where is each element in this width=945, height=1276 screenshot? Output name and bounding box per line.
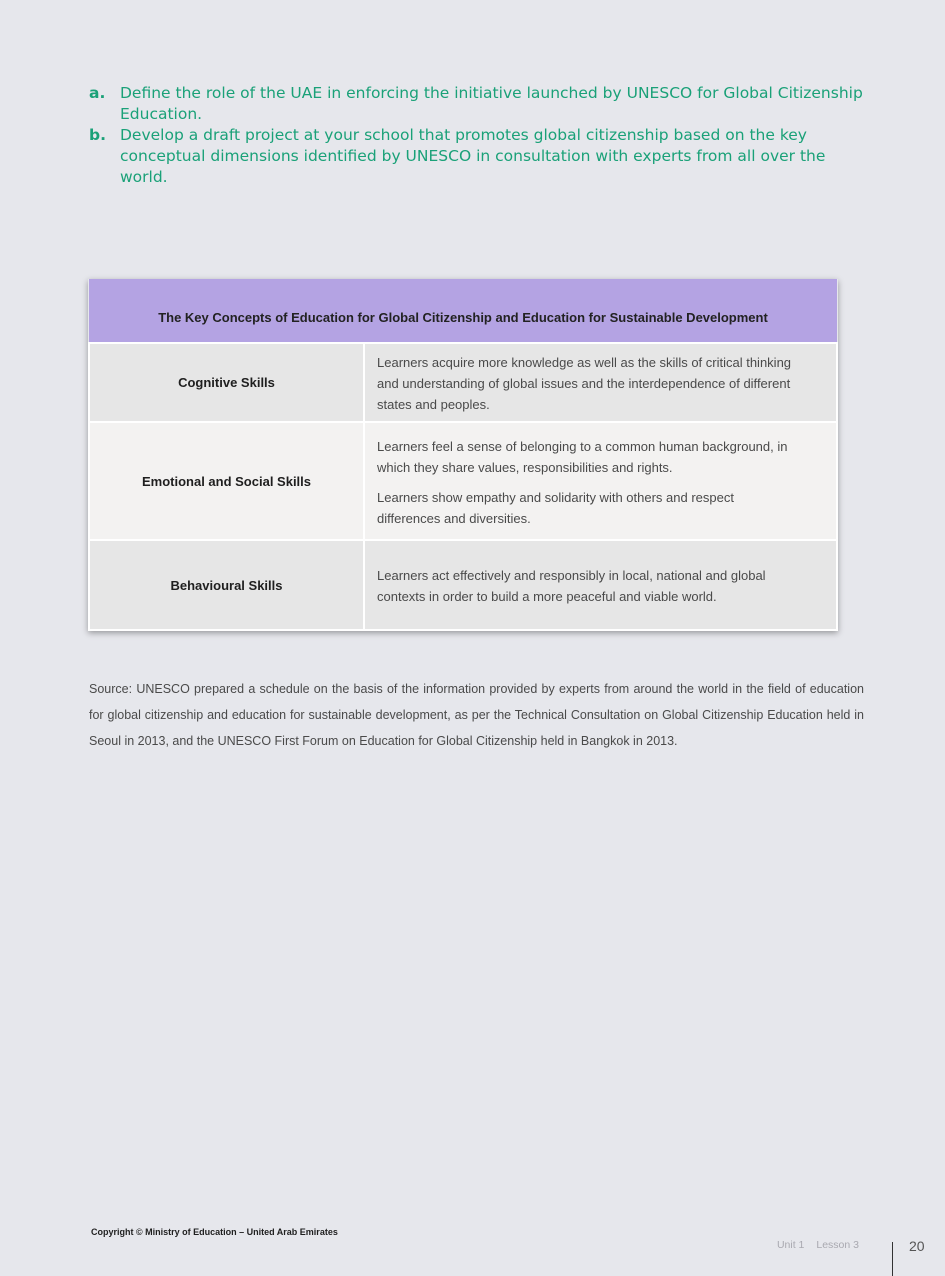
- description-paragraph: Learners acquire more knowledge as well as the skills of critical thinking and understanding of global issues and the interdependence of different states and peoples.: [377, 355, 792, 412]
- skill-name: Cognitive Skills: [89, 343, 364, 422]
- skill-description: [364, 540, 837, 630]
- lesson-label: Lesson 3: [816, 1239, 859, 1251]
- task-a: [89, 83, 869, 125]
- source-note: Source: UNESCO prepared a schedule on the basis of the information provided by experts from around the world in the field of education for global citizenship and education for sustainable development, as per the Technical Consultation on Global Citizenship Education held in Seoul in 2013, and the UNESCO First Forum on Education for Global Citizenship held in Bangkok in 2013.: [89, 682, 864, 748]
- description-paragraph: Learners show empathy and solidarity with others and respect differences and diversities.: [377, 489, 734, 526]
- activity-tasks: [89, 83, 869, 188]
- table-header-row: [89, 279, 837, 343]
- task-b: [89, 125, 869, 188]
- description-paragraph: Learners feel a sense of belonging to a common human background, in which they share values, responsibilities and rights.: [377, 438, 788, 475]
- table-row: [89, 540, 837, 630]
- copyright-notice: Copyright © Ministry of Education – United Arab Emirates: [91, 1227, 338, 1237]
- table-row: [89, 343, 837, 422]
- task-text: Define the role of the UAE in enforcing the initiative launched by UNESCO for Global Citizenship Education.: [120, 84, 863, 123]
- table-row: [89, 422, 837, 540]
- task-letter: b.: [89, 126, 106, 144]
- skill-description: [364, 422, 837, 540]
- skill-name: Behavioural Skills: [89, 540, 364, 630]
- key-concepts-table: [88, 279, 838, 631]
- unit-label: Unit 1: [776, 1239, 805, 1251]
- skill-name: Emotional and Social Skills: [89, 422, 364, 540]
- page-number: 20: [909, 1238, 925, 1254]
- table-title: The Key Concepts of Education for Global Citizenship and Education for Sustainable Development: [89, 279, 837, 343]
- task-text: Develop a draft project at your school that promotes global citizenship based on the key conceptual dimensions identified by UNESCO in consultation with experts from all over the world.: [120, 126, 826, 186]
- unit-lesson-label: [777, 1239, 859, 1251]
- skill-description: [364, 343, 837, 422]
- footer-divider: [892, 1242, 893, 1276]
- description-paragraph: Learners act effectively and responsibly in local, national and global contexts in order to build a more peaceful and viable world.: [377, 568, 766, 604]
- task-letter: a.: [89, 84, 106, 102]
